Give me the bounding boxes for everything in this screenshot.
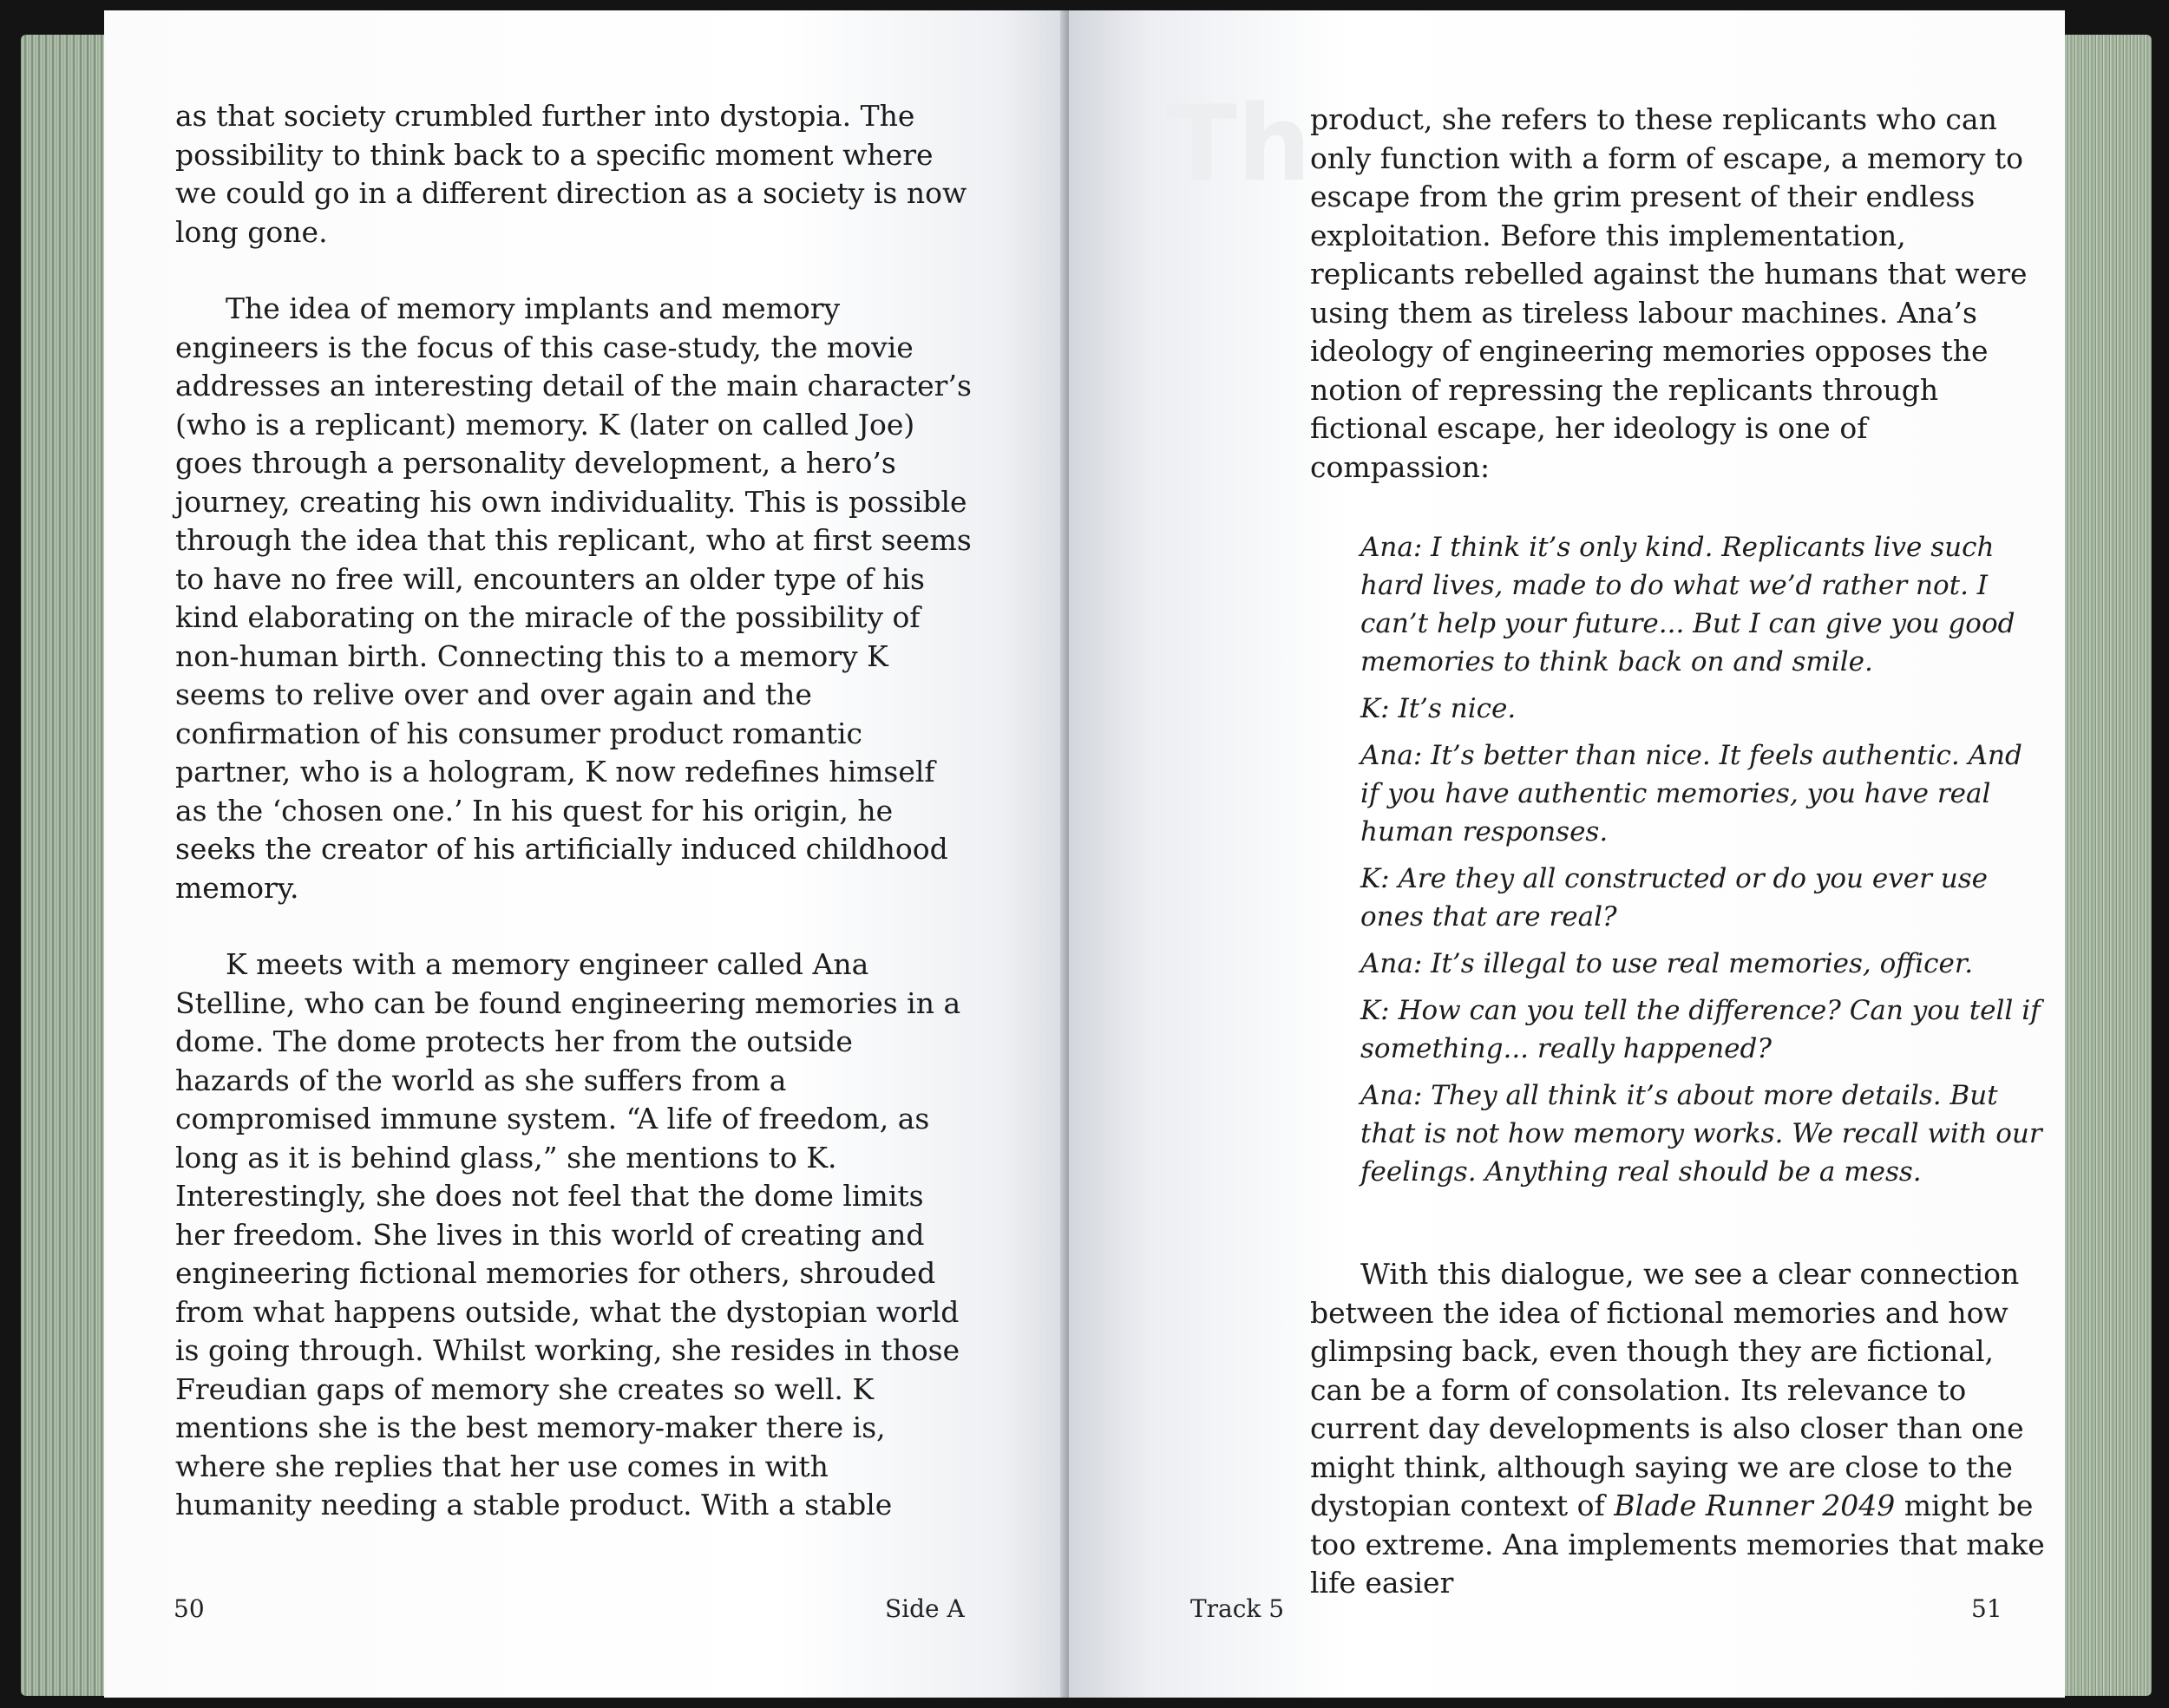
- dialogue-line: K: Are they all constructed or do you ever use ones that are real?: [1360, 863, 1988, 933]
- left-page: [104, 10, 1069, 1698]
- dialogue-line: K: How can you tell the difference? Can you tell if something... really happened?: [1360, 995, 2041, 1064]
- left-page-edges: [21, 35, 116, 1696]
- right-paragraph-2: [1310, 1255, 2048, 1603]
- left-page-body: [175, 97, 973, 1525]
- dialogue-line: Ana: I think it’s only kind. Replicants live such hard lives, made to do what we’d rather not. I can’t help your future... But I can give you good memories to think back on and smile.: [1360, 532, 2015, 677]
- dialogue-line: Ana: It’s illegal to use real memories, officer.: [1360, 948, 1974, 979]
- film-title: Blade Runner 2049: [1614, 1489, 1896, 1522]
- left-paragraph-3: K meets with a memory engineer called Ana Stelline, who can be found engineering memories in a dome. The dome protects her from the outside hazards of the world as she suffers from a compromised immune system. “A life of freedom, as long as it is behind glass,” she mentions to K. Interestingly, she does not feel that the dome limits her freedom. She lives in this world of creating and engineering fictional memories for others, shrouded from what happens outside, what the dystopian world is going through. Whilst working, she resides in those Freudian gaps of memory she creates so well. K mentions she is the best memory-maker there is, where she replies that her use comes in with humanity needing a stable product. With a stable: [175, 947, 961, 1521]
- right-paragraph-2-end: might be too extreme. Ana implements memories that make life easier: [1310, 1489, 2045, 1600]
- right-running-head: Track 5: [1190, 1594, 1285, 1623]
- right-paragraph-2-start: With this dialogue, we see a clear connection between the idea of fictional memories and how glimpsing back, even though they are fictional, can be a form of consolation. Its relevance to current day developments is also closer than one might think, although saying we are close to the dystopian context of: [1310, 1257, 2024, 1522]
- left-paragraph-2: The idea of memory implants and memory engineers is the focus of this case-study, the movie addresses an interesting detail of the main character’s (who is a replicant) memory. K (later on called Joe) goes through a personality development, a hero’s journey, creating his own individuality. This is possible through the idea that this replicant, who at first seems to have no free will, encounters an older type of his kind elaborating on the miracle of the possibility of non-human birth. Connecting this to a memory K seems to relive over and over again and the confirmation of his consumer product romantic partner, who is a hologram, K now redefines himself as the ‘chosen one.’ In his quest for his origin, he seeks the creator of his artificially induced childhood memory.: [175, 291, 972, 905]
- right-page: [1069, 10, 2065, 1698]
- dialogue-line: K: It’s nice.: [1360, 693, 1517, 724]
- dialogue-line: Ana: It’s better than nice. It feels authentic. And if you have authentic memories, you have real human responses.: [1360, 740, 2022, 847]
- right-page-body: [1310, 101, 2048, 1603]
- dialogue-line: Ana: They all think it’s about more details. But that is not how memory works. We recall with our feelings. Anything real should be a mess.: [1360, 1080, 2042, 1188]
- right-paragraph-1: product, she refers to these replicants who can only function with a form of escape, a memory to escape from the grim present of their endless exploitation. Before this implementation, replicants rebelled against the humans that were using them as tireless labour machines. Ana’s ideology of engineering memories opposes the notion of repressing the replicants through fictional escape, her ideology is one of compassion:: [1310, 102, 2028, 484]
- right-page-number: 51: [1971, 1594, 2002, 1623]
- faint-chapter-title: Th: [1166, 84, 1312, 205]
- left-running-head: Side A: [885, 1594, 965, 1623]
- left-page-number: 50: [174, 1594, 205, 1623]
- dialogue-block: [1360, 528, 2048, 1191]
- left-paragraph-1: as that society crumbled further into dystopia. The possibility to think back to a specific moment where we could go in a different direction as a society is now long gone.: [175, 99, 967, 249]
